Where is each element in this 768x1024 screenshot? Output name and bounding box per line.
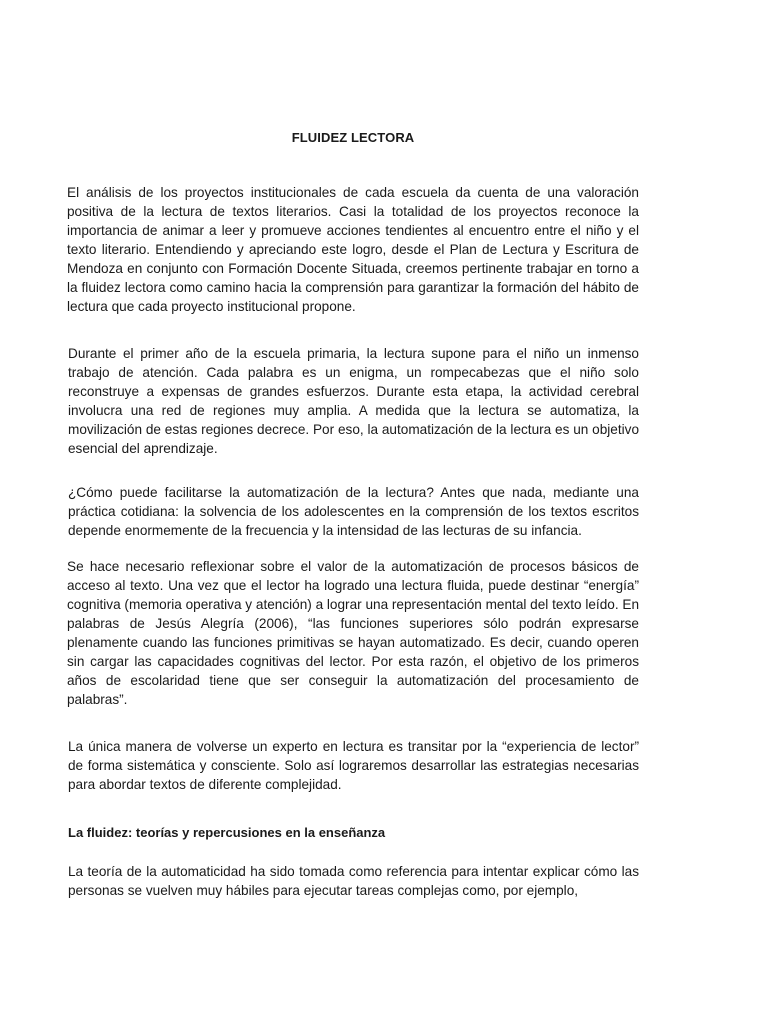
paragraph-1: El análisis de los proyectos institucionales de cada escuela da cuenta de una valoración positiva de la lectura de textos literarios. Casi la totalidad de los proyectos reconoce la importancia de animar a leer y promueve acciones tendientes al encuentro entre el niño y el texto literario. Entendiendo y apreciando este logro, desde el Plan de Lectura y Escritura de Mendoza en conjunto con Formación Docente Situada, creemos pertinente trabajar en torno a la fluidez lectora como camino hacia la comprensión para garantizar la formación del hábito de lectura que cada proyecto institucional propone.	[67, 185, 639, 314]
paragraph-6: La teoría de la automaticidad ha sido tomada como referencia para intentar explicar cómo las personas se vuelven muy hábiles para ejecutar tareas complejas como, por ejemplo,	[68, 864, 639, 898]
paragraph-3: ¿Cómo puede facilitarse la automatización de la lectura? Antes que nada, mediante una práctica cotidiana: la solvencia de los adolescentes en la comprensión de los textos escritos depende enormemente de la frecuencia y la intensidad de las lecturas de su infancia.	[68, 485, 639, 538]
section-heading: La fluidez: teorías y repercusiones en la enseñanza	[68, 825, 386, 840]
paragraph-4: Se hace necesario reflexionar sobre el valor de la automatización de procesos básicos de acceso al texto. Una vez que el lector ha logrado una lectura fluida, puede destinar “energía” cognitiva (memoria operativa y atención) a lograr una representación mental del texto leído. En palabras de Jesús Alegría (2006), “las funciones superiores sólo podrán expresarse plenamente cuando las funciones primitivas se hayan automatizado. Es decir, cuando operen sin cargar las capacidades cognitivas del lector. Por esta razón, el objetivo de los primeros años de escolaridad tiene que ser conseguir la automatización del procesamiento de palabras”.	[67, 559, 640, 707]
document-title: FLUIDEZ LECTORA	[291, 130, 415, 145]
paragraph-2: Durante el primer año de la escuela primaria, la lectura supone para el niño un inmenso trabajo de atención. Cada palabra es un enigma, un rompecabezas que el niño solo reconstruye a expensas de grandes esfuerzos. Durante esta etapa, la actividad cerebral involucra una red de regiones muy amplia. A medida que la lectura se automatiza, la movilización de estas regiones decrece. Por eso, la automatización de la lectura es un objetivo esencial del aprendizaje.	[68, 346, 639, 456]
paragraph-5: La única manera de volverse un experto en lectura es transitar por la “experiencia de lector” de forma sistemática y consciente. Solo así lograremos desarrollar las estrategias necesarias para abordar textos de diferente complejidad.	[68, 739, 639, 792]
